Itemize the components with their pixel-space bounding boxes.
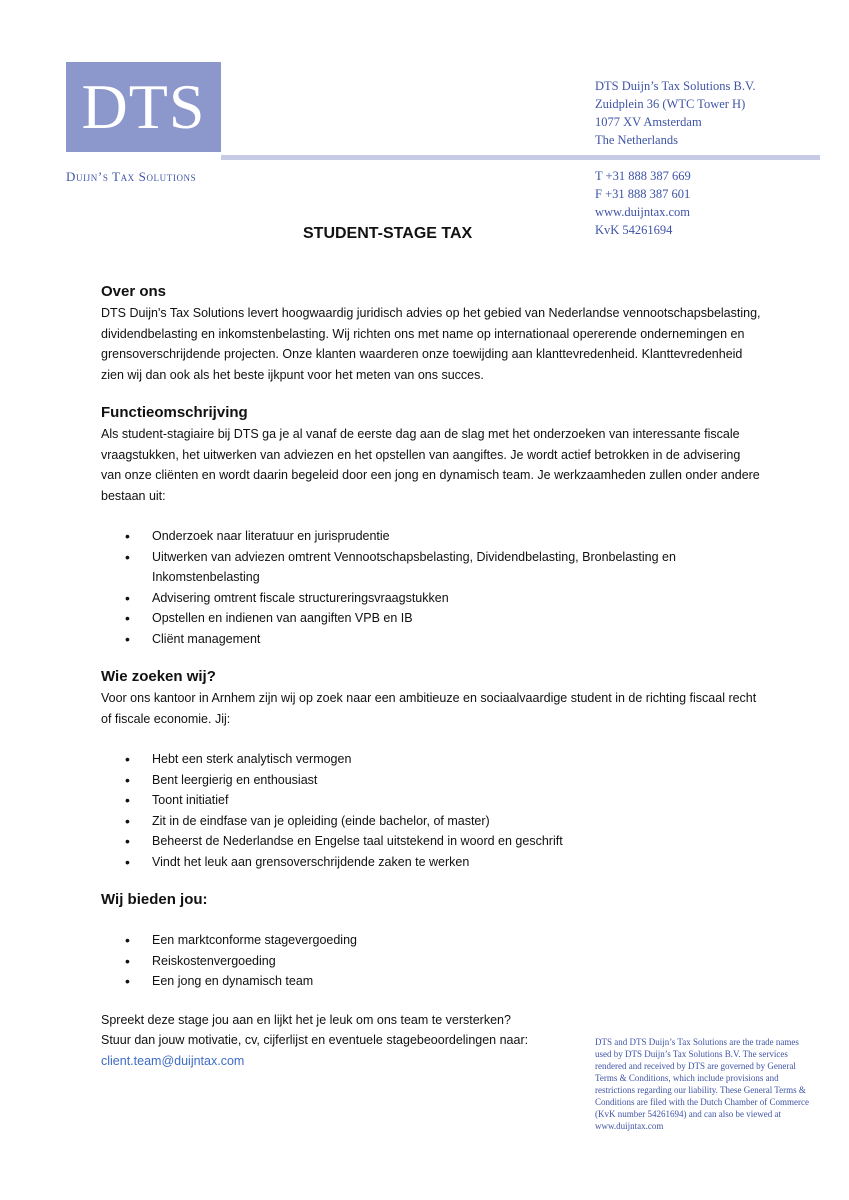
address-line: DTS Duijn’s Tax Solutions B.V. — [595, 79, 756, 93]
address-line: 1077 XV Amsterdam — [595, 115, 702, 129]
section-text: DTS Duijn's Tax Solutions levert hoogwaardig juridisch advies op het gebied van Nederlandse vennootschapsbelasting, dividendbelasting en inkomstenbelasting. Wij richten ons met name op internationaal opererende ondernemingen en grensoverschrijdende projecten. Onze klanten waarderen onze toewijding aan klanttevredenheid. Klanttevredenheid zien wij dan ook als het beste ijkpunt voor het meten van ons succes. — [101, 306, 761, 382]
legal-footer-note: DTS and DTS Duijn’s Tax Solutions are the trade names used by DTS Duijn’s Tax Solutions B.V. The services rendered and received by DTS are governed by General Terms & Conditions, which include provisions and restrictions regarding our liability. These General Terms & Conditions are filed with the Dutch Chamber of Commerce (KvK number 54261694) and can also be viewed at www.duijntax.com — [595, 1037, 809, 1131]
company-contact — [595, 167, 835, 239]
list-item: • Cliënt management — [101, 629, 761, 650]
section-heading: Wie zoeken wij? — [101, 668, 216, 685]
list-item: • Beheerst de Nederlandse en Engelse taal uitstekend in woord en geschrift — [101, 831, 761, 852]
logo-text: DTS — [81, 71, 206, 142]
header-divider — [221, 155, 820, 160]
company-address — [595, 77, 835, 149]
requirements-list — [101, 749, 761, 872]
list-item: • Zit in de eindfase van je opleiding (einde bachelor, of master) — [101, 811, 761, 832]
address-line: Zuidplein 36 (WTC Tower H) — [595, 97, 746, 111]
list-item: • Een marktconforme stagevergoeding — [101, 930, 761, 951]
list-item: • Een jong en dynamisch team — [101, 971, 761, 992]
kvk-number: KvK 54261694 — [595, 223, 673, 237]
list-item: • Vindt het leuk aan grensoverschrijdende zaken te werken — [101, 852, 761, 873]
list-item: • Onderzoek naar literatuur en jurisprudentie — [101, 526, 761, 547]
list-item: • Bent leergierig en enthousiast — [101, 770, 761, 791]
section-over-ons — [101, 282, 761, 385]
section-heading: Wij bieden jou: — [101, 891, 208, 908]
section-text: Als student-stagiaire bij DTS ga je al vanaf de eerste dag aan de slag met het onderzoeken van interessante fiscale vraagstukken, het uitwerken van adviezen en het opstellen van aangiftes. Je wordt actief betrokken in de advisering van onze cliënten en wordt daarin begeleid door een jong en dynamisch team. Je werkzaamheden zullen onder andere bestaan uit: — [101, 427, 760, 503]
document-body — [101, 282, 761, 1071]
list-item: • Opstellen en indienen van aangiften VPB en IB — [101, 608, 761, 629]
section-functieomschrijving — [101, 403, 761, 649]
section-wij-bieden-jou — [101, 890, 761, 992]
fax-number: F +31 888 387 601 — [595, 187, 691, 201]
task-list — [101, 526, 761, 649]
list-item: • Toont initiatief — [101, 790, 761, 811]
section-heading: Over ons — [101, 283, 167, 300]
list-item: • Hebt een sterk analytisch vermogen — [101, 749, 761, 770]
email-link[interactable]: client.team@duijntax.com — [101, 1053, 245, 1068]
logo-subtitle: Duijn’s Tax Solutions — [66, 169, 197, 184]
offer-list — [101, 930, 761, 992]
phone-number: T +31 888 387 669 — [595, 169, 691, 183]
website-link[interactable]: www.duijntax.com — [595, 205, 691, 219]
section-wie-zoeken-wij — [101, 667, 761, 872]
document-title: STUDENT-STAGE TAX — [303, 225, 473, 242]
list-item: • Reiskostenvergoeding — [101, 951, 761, 972]
address-line: The Netherlands — [595, 133, 678, 147]
section-text: Voor ons kantoor in Arnhem zijn wij op zoek naar een ambitieuze en sociaalvaardige student in de richting fiscaal recht of fiscale economie. Jij: — [101, 691, 757, 726]
list-item: • Advisering omtrent fiscale structureringsvraagstukken — [101, 588, 761, 609]
list-item: • Uitwerken van adviezen omtrent Vennootschapsbelasting, Dividendbelasting, Bronbelasting en Inkomstenbelasting — [101, 547, 761, 588]
closing-line: Spreekt deze stage jou aan en lijkt het je leuk om ons team te versterken? — [101, 1012, 511, 1027]
company-logo — [66, 62, 221, 152]
closing-line: Stuur dan jouw motivatie, cv, cijferlijst en eventuele stagebeoordelingen naar: — [101, 1033, 529, 1047]
section-heading: Functieomschrijving — [101, 404, 248, 421]
